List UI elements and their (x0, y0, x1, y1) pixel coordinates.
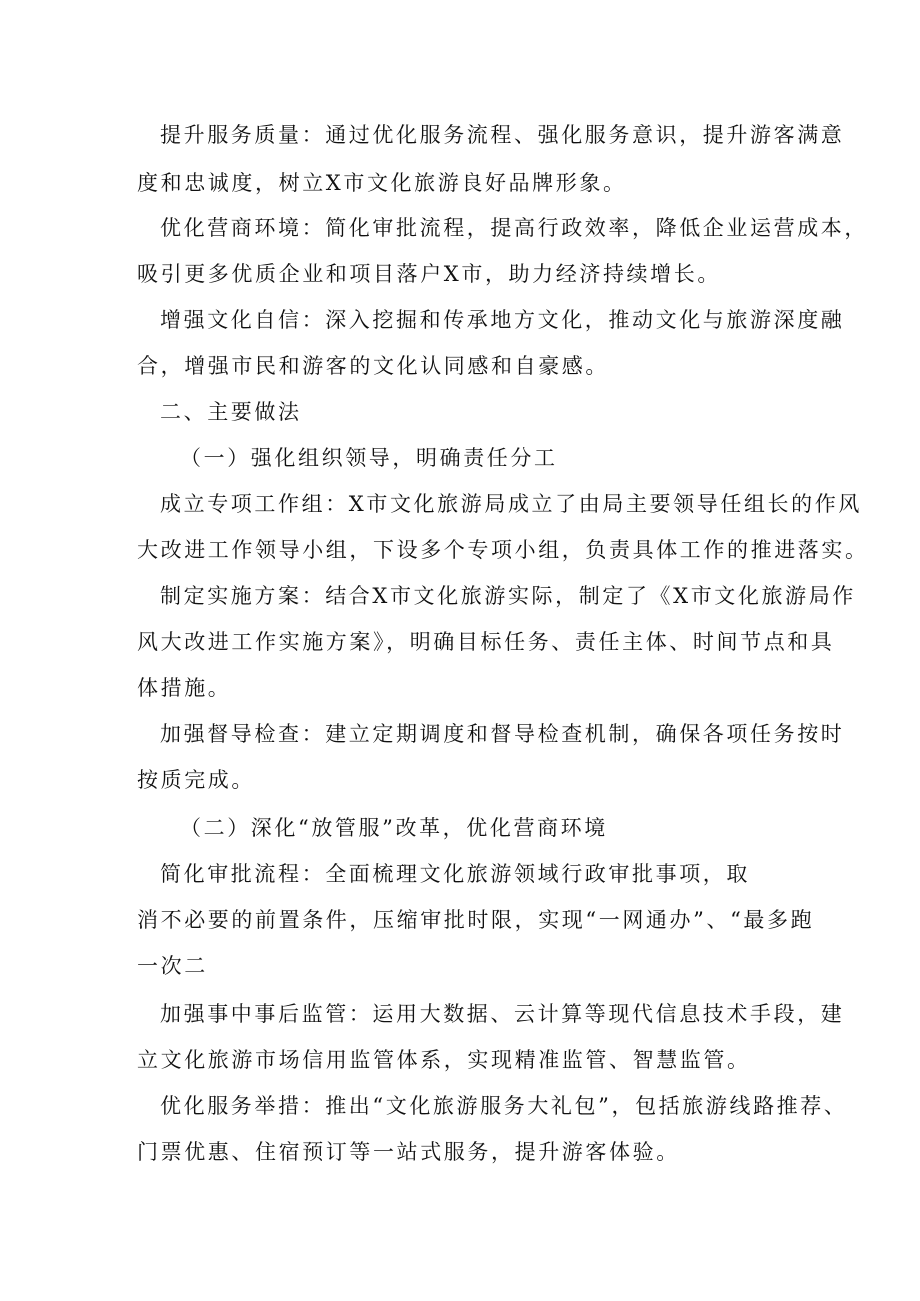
paragraph-line: 简化审批流程：全面梳理文化旅游领域行政审批事项，取 (160, 862, 750, 886)
paragraph-line: 吸引更多优质企业和项目落户X市，助力经济持续增长。 (137, 262, 721, 286)
paragraph-line: 合，增强市民和游客的文化认同感和自豪感。 (137, 354, 609, 378)
paragraph-line: 制定实施方案：结合X市文化旅游实际，制定了《X市文化旅游局作 (160, 584, 856, 608)
subsection-heading: （二）深化“放管服”改革，优化营商环境 (180, 816, 608, 840)
paragraph-line: 大改进工作领导小组，下设多个专项小组，负责具体工作的推进落实。 (137, 538, 869, 562)
paragraph-line: 优化营商环境：简化审批流程，提高行政效率，降低企业运营成本， (160, 216, 868, 240)
paragraph-line: 加强事中事后监管：运用大数据、云计算等现代信息技术手段，建 (160, 1002, 845, 1026)
paragraph-line: 度和忠诚度，树立X市文化旅游良好品牌形象。 (137, 171, 627, 195)
paragraph-line: 立文化旅游市场信用监管体系，实现精准监管、智慧监管。 (137, 1048, 751, 1072)
paragraph-line: 按质完成。 (137, 768, 255, 792)
paragraph-line: 风大改进工作实施方案》，明确目标任务、责任主体、时间节点和具 (137, 630, 835, 654)
paragraph-line: 成立专项工作组：X市文化旅游局成立了由局主要领导任组长的作风 (160, 492, 862, 516)
section-heading: 二、主要做法 (160, 400, 302, 424)
subsection-heading: （一）强化组织领导，明确责任分工 (180, 446, 558, 470)
paragraph-line: 加强督导检查：建立定期调度和督导检查机制，确保各项任务按时 (160, 722, 845, 746)
paragraph-line: 消不必要的前置条件，压缩审批时限，实现“一网通办”、“最多跑 (137, 908, 815, 932)
paragraph-line: 体措施。 (137, 676, 232, 700)
paragraph-line: 优化服务举措：推出“文化旅游服务大礼包”，包括旅游线路推荐、 (160, 1094, 848, 1118)
paragraph-line: 提升服务质量：通过优化服务流程、强化服务意识，提升游客满意 (160, 123, 845, 147)
paragraph-line: 增强文化自信：深入挖掘和传承地方文化，推动文化与旅游深度融 (160, 308, 845, 332)
paragraph-line: 门票优惠、住宿预订等一站式服务，提升游客体验。 (137, 1140, 680, 1164)
paragraph-line: 一次二 (137, 954, 208, 978)
